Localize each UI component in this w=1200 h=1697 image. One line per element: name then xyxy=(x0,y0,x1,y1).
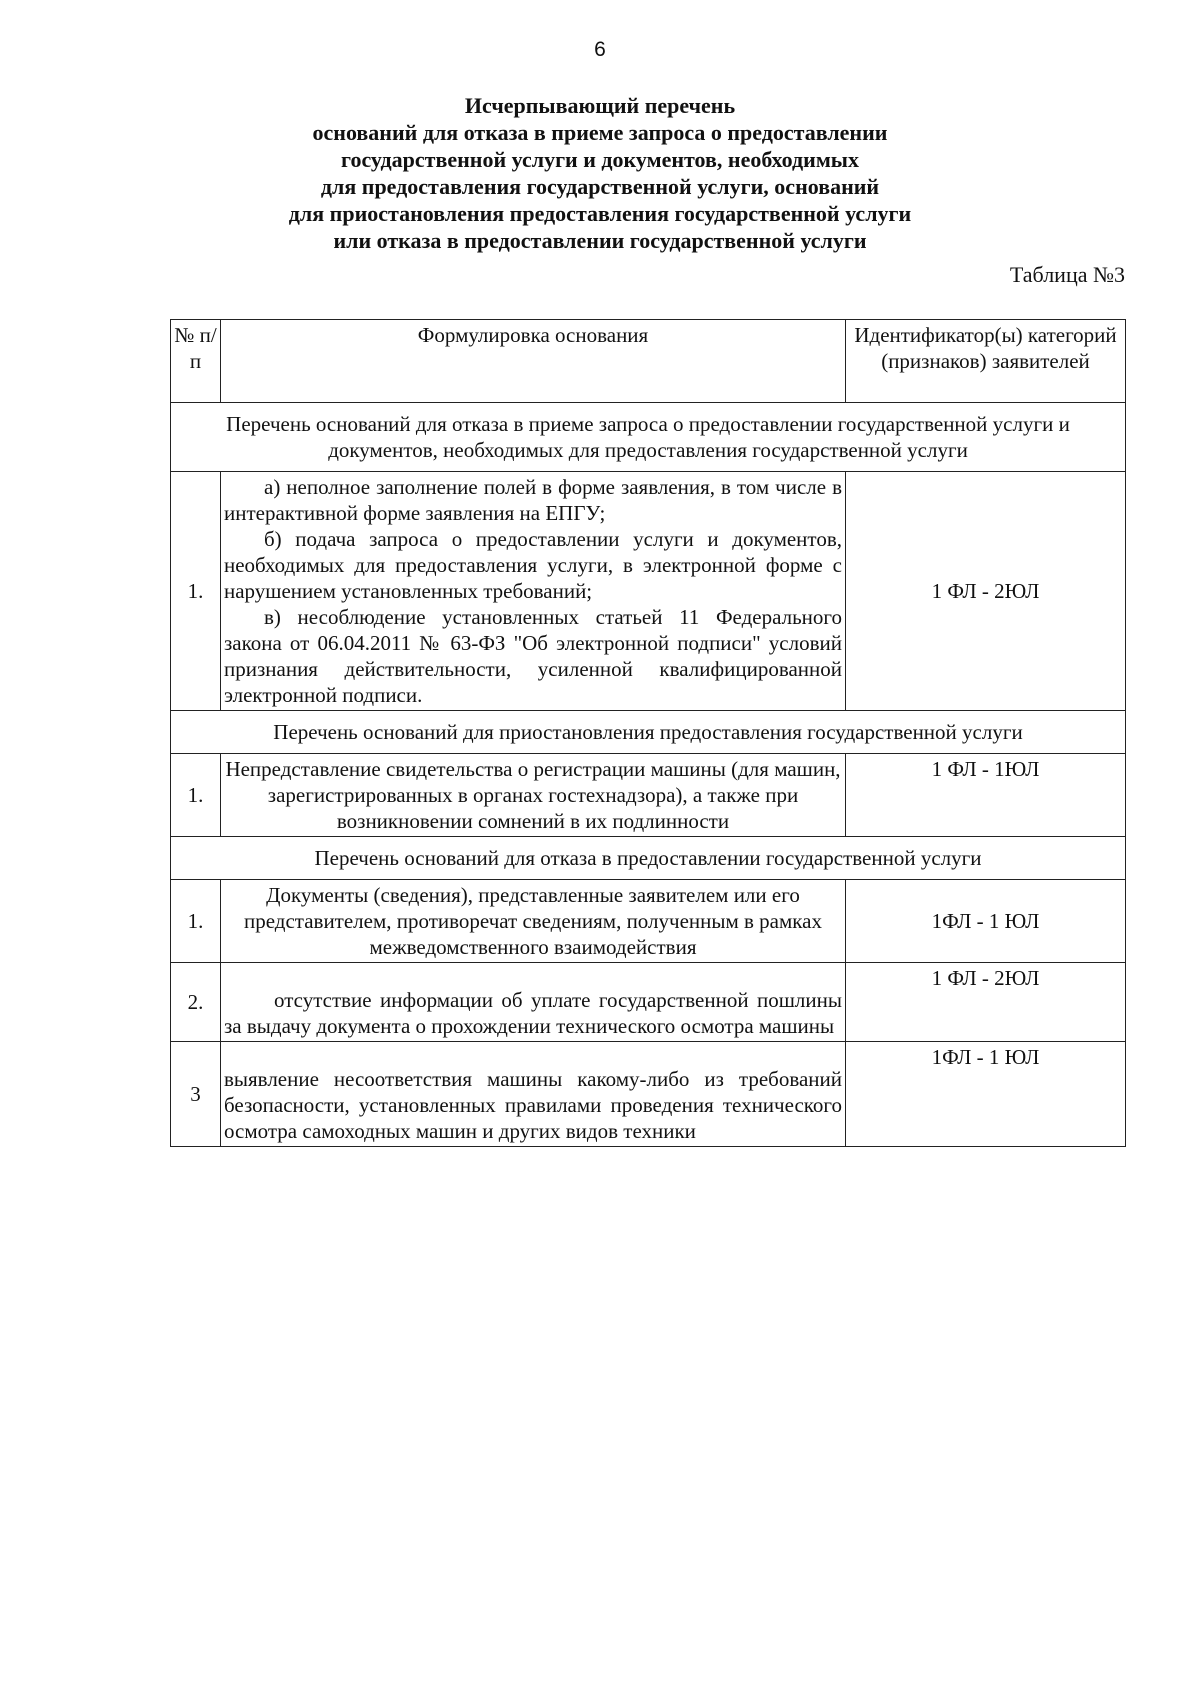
document-title xyxy=(240,92,960,254)
title-line: Исчерпывающий перечень xyxy=(464,93,736,118)
title-line: или отказа в предоставлении государственной услуги xyxy=(333,228,867,253)
table-row xyxy=(171,754,1126,837)
row-text xyxy=(221,1042,846,1147)
row-identifier: 1ФЛ - 1 ЮЛ xyxy=(846,1042,1126,1147)
row-text xyxy=(221,880,846,963)
title-line: для предоставления государственной услуги, оснований xyxy=(320,174,880,199)
row-number: 1. xyxy=(171,880,221,963)
row-paragraph: в) несоблюдение установленных статьей 11 Федерального закона от 06.04.2011 № 63-ФЗ "Об электронной подписи" условий признания действительности, усиленной квалифицированной электронной подписи. xyxy=(224,605,842,707)
row-paragraph: отсутствие информации об уплате государственной пошлины за выдачу документа о прохождении технического осмотра машины xyxy=(224,988,842,1038)
row-text xyxy=(221,754,846,837)
section-title: Перечень оснований для отказа в приеме запроса о предоставлении государственной услуги и документов, необходимых для предоставления государственной услуги xyxy=(171,403,1126,472)
row-paragraph: выявление несоответствия машины какому-либо из требований безопасности, установленных правилами проведения технического осмотра самоходных машин и других видов техники xyxy=(224,1067,842,1143)
row-identifier: 1 ФЛ - 1ЮЛ xyxy=(846,754,1126,837)
title-line: для приостановления предоставления государственной услуги xyxy=(288,201,912,226)
section-row xyxy=(171,403,1126,472)
header-id: Идентификатор(ы) категорий (признаков) заявителей xyxy=(846,320,1126,403)
table-header-row xyxy=(171,320,1126,403)
row-text xyxy=(221,963,846,1042)
row-number: 3 xyxy=(171,1042,221,1147)
row-identifier: 1 ФЛ - 2ЮЛ xyxy=(846,963,1126,1042)
row-number: 2. xyxy=(171,963,221,1042)
row-identifier: 1 ФЛ - 2ЮЛ xyxy=(846,472,1126,711)
row-number: 1. xyxy=(171,754,221,837)
grounds-table xyxy=(170,319,1126,1147)
header-text: Формулировка основания xyxy=(221,320,846,403)
row-paragraph: Непредставление свидетельства о регистрации машины (для машин, зарегистрированных в органах гостехнадзора), а также при возникновении сомнений в их подлинности xyxy=(225,757,841,833)
row-paragraph: б) подача запроса о предоставлении услуги и документов, необходимых для предоставления услуги, в электронной форме с нарушением установленных требований; xyxy=(224,527,842,603)
section-title: Перечень оснований для приостановления предоставления государственной услуги xyxy=(171,711,1126,754)
row-identifier: 1ФЛ - 1 ЮЛ xyxy=(846,880,1126,963)
section-row xyxy=(171,837,1126,880)
row-paragraph: а) неполное заполнение полей в форме заявления, в том числе в интерактивной форме заявления на ЕПГУ; xyxy=(224,475,842,525)
row-text xyxy=(221,472,846,711)
table-row xyxy=(171,1042,1126,1147)
row-number: 1. xyxy=(171,472,221,711)
table-row xyxy=(171,472,1126,711)
title-line: государственной услуги и документов, необходимых xyxy=(341,147,859,172)
title-line: оснований для отказа в приеме запроса о предоставлении xyxy=(312,120,888,145)
section-row xyxy=(171,711,1126,754)
table-row xyxy=(171,880,1126,963)
table-label: Таблица №3 xyxy=(1009,262,1125,287)
table-row xyxy=(171,963,1126,1042)
header-num: № п/п xyxy=(171,320,221,403)
section-title: Перечень оснований для отказа в предоставлении государственной услуги xyxy=(171,837,1126,880)
row-paragraph: Документы (сведения), представленные заявителем или его представителем, противоречат сведениям, полученным в рамках межведомственного взаимодействия xyxy=(243,883,822,959)
page-number: 6 xyxy=(594,38,606,61)
